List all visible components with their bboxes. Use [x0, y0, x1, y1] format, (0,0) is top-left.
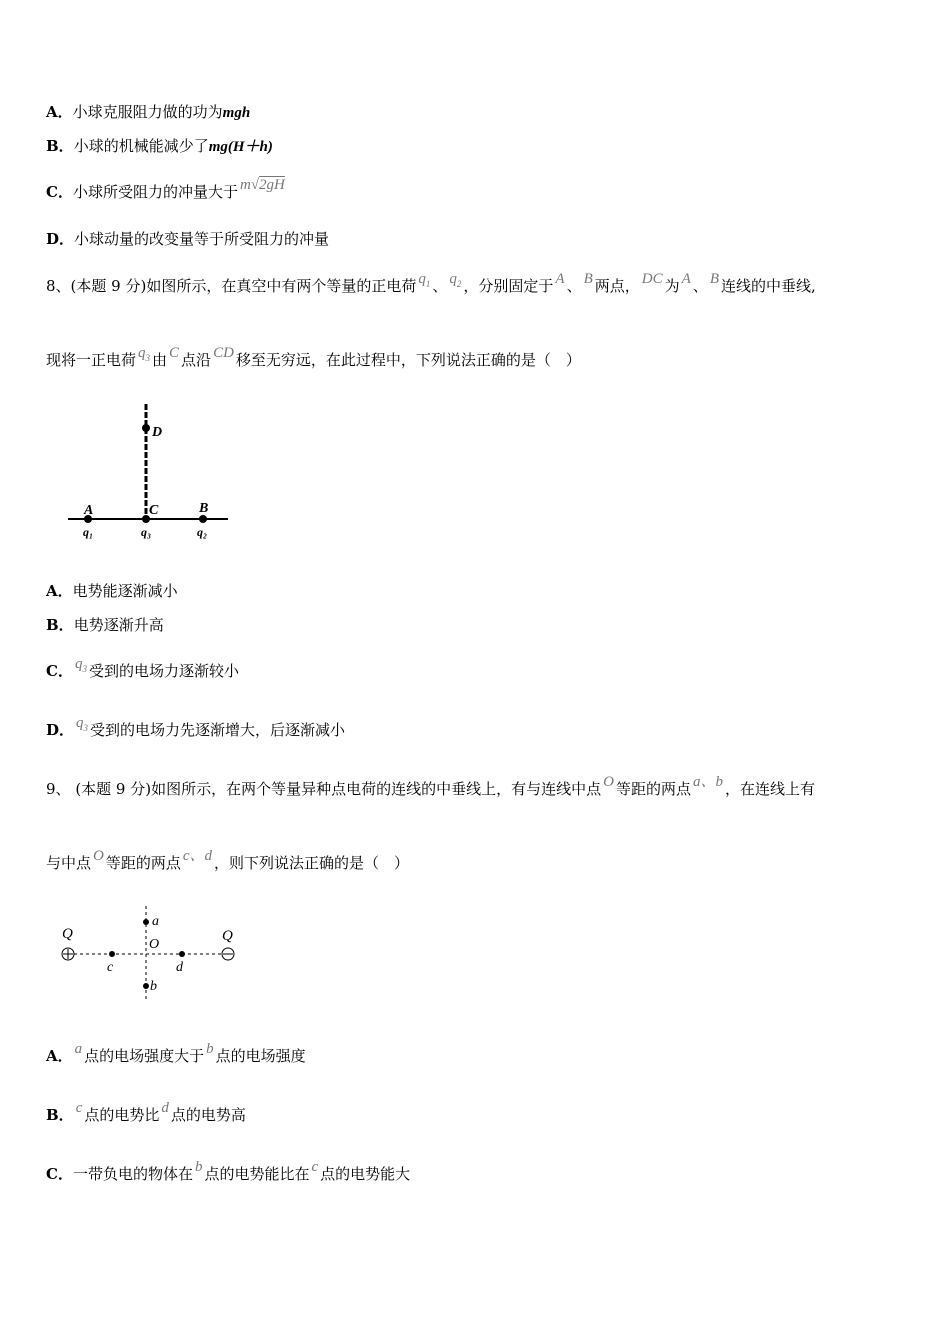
q8-stem-line1 — [46, 271, 816, 302]
stem-text: 为 — [664, 277, 680, 295]
option-text: 电势逐渐升高 — [73, 616, 164, 634]
point-c — [109, 951, 115, 957]
q9-stem-line2 — [46, 848, 410, 874]
label-q-left: Q — [62, 926, 73, 942]
option-text: 点的电势比 — [84, 1106, 160, 1124]
option-label: B． — [46, 616, 74, 634]
option-label: D． — [46, 721, 75, 739]
stem-text: 等距的两点 — [105, 854, 181, 872]
q8-stem-line2 — [46, 345, 581, 376]
q9-option-a — [46, 1041, 306, 1067]
label-q2: q₂ — [197, 525, 208, 539]
formula: mg(H＋h) — [208, 139, 273, 155]
label-a: A — [84, 503, 94, 518]
q8-option-c — [46, 656, 239, 687]
option-label: A． — [46, 1047, 73, 1065]
question-number: 8、 — [46, 277, 71, 295]
sep: 、 — [692, 277, 708, 295]
label-c: c — [107, 960, 114, 975]
symbol: b — [206, 1041, 214, 1057]
stem-text: 如图所示，在真空中有两个等量的正电荷 — [146, 277, 417, 295]
q8-option-b — [46, 615, 164, 635]
q9-option-b — [46, 1100, 246, 1126]
symbol: d — [161, 1100, 169, 1116]
question-points: (本题 9 分) — [70, 780, 152, 798]
point-d — [142, 424, 150, 432]
option-text: 小球所受阻力的冲量大于 — [72, 183, 238, 201]
symbol-dc: DC — [641, 271, 663, 287]
label-b: B — [199, 501, 209, 516]
symbol: c — [75, 1100, 83, 1116]
point-a — [143, 919, 149, 925]
q7-option-b — [46, 136, 273, 157]
symbol-q2: $q_2$ — [449, 271, 462, 289]
symbol-b: B — [583, 271, 593, 287]
option-text: 点的电势能比在 — [204, 1165, 310, 1183]
symbol-cd: c、d — [182, 848, 213, 864]
stem-text: 现将一正电荷 — [46, 351, 137, 369]
label-o: O — [149, 937, 160, 952]
stem-text: ，分别固定于 — [463, 277, 554, 295]
option-text: 点的电势能大 — [320, 1165, 411, 1183]
point-b — [143, 983, 149, 989]
option-text: 受到的电场力先逐渐增大，后逐渐减小 — [90, 721, 346, 739]
q8-figure — [60, 398, 240, 546]
label-q3: q₃ — [141, 525, 152, 539]
stem-text: 由 — [152, 351, 168, 369]
symbol-q1: $q_1$ — [418, 271, 431, 289]
q8-option-a — [46, 581, 178, 601]
q9-stem-line1 — [46, 774, 816, 800]
symbol-q3: $q_3$ — [138, 345, 151, 363]
option-text: 点的电场强度 — [215, 1047, 306, 1065]
option-text: 电势能逐渐减小 — [72, 582, 178, 600]
stem-text: 如图所示，在两个等量异种点电荷的连线的中垂线上，有与连线中点 — [151, 780, 602, 798]
symbol-b: B — [709, 271, 719, 287]
symbol-q3: $q_3$ — [76, 715, 89, 733]
sep: 、 — [566, 277, 582, 295]
point-d — [179, 951, 185, 957]
q7-option-c — [46, 177, 287, 203]
stem-text: 与中点 — [46, 854, 92, 872]
stem-text: 等距的两点 — [615, 780, 691, 798]
q9-figure — [56, 902, 246, 1010]
symbol-c: C — [169, 345, 180, 361]
q7-option-d — [46, 229, 329, 249]
option-label: C． — [46, 1165, 73, 1183]
stem-text: 两点， — [594, 277, 640, 295]
stem-text: 点沿 — [181, 351, 212, 369]
label-d: D — [152, 425, 163, 440]
option-label: A． — [46, 582, 73, 600]
label-c: C — [149, 503, 159, 518]
point-b — [199, 515, 207, 523]
formula: mgh — [222, 105, 251, 121]
sep: 、 — [432, 277, 448, 295]
stem-text: ，则下列说法正确的是（ ） — [214, 854, 410, 872]
option-label: C． — [46, 662, 73, 680]
label-a: a — [152, 914, 159, 929]
symbol-cd: CD — [213, 345, 234, 361]
symbol: a — [74, 1041, 83, 1057]
option-label: D． — [46, 230, 75, 248]
label-q1: q₁ — [83, 525, 94, 539]
label-b: b — [150, 979, 157, 994]
question-points: (本题 9 分) — [70, 277, 147, 295]
question-number: 9、 — [46, 780, 71, 798]
formula-sqrt: m√2gH — [239, 177, 285, 193]
q8-option-d — [46, 715, 346, 746]
symbol-a: A — [555, 271, 565, 287]
option-text: 受到的电场力逐渐较小 — [88, 662, 239, 680]
option-text: 小球的机械能减少了 — [73, 137, 209, 155]
q9-option-c — [46, 1159, 411, 1185]
symbol-ab: a、b — [692, 774, 723, 790]
symbol-o: O — [93, 848, 104, 864]
option-label: B． — [46, 137, 74, 155]
option-text: 点的电场强度大于 — [84, 1047, 205, 1065]
option-text: 小球动量的改变量等于所受阻力的冲量 — [74, 230, 330, 248]
q7-option-a — [46, 102, 250, 123]
stem-text: 连线的中垂线, — [720, 277, 816, 295]
option-text: 点的电势高 — [170, 1106, 246, 1124]
stem-text: ，在连线上有 — [725, 780, 816, 798]
option-label: B． — [46, 1106, 74, 1124]
option-text: 小球克服阻力做的功为 — [72, 103, 223, 121]
stem-text: 移至无穷远，在此过程中，下列说法正确的是（ ） — [235, 351, 581, 369]
option-label: C． — [46, 183, 73, 201]
label-d: d — [176, 960, 183, 975]
symbol-q3: $q_3$ — [74, 656, 87, 674]
symbol: b — [194, 1159, 203, 1175]
option-label: A． — [46, 103, 73, 121]
symbol-a: A — [681, 271, 691, 287]
option-text: 一带负电的物体在 — [72, 1165, 193, 1183]
symbol: c — [311, 1159, 319, 1175]
symbol-o: O — [603, 774, 614, 790]
label-q-right: Q — [222, 928, 233, 944]
